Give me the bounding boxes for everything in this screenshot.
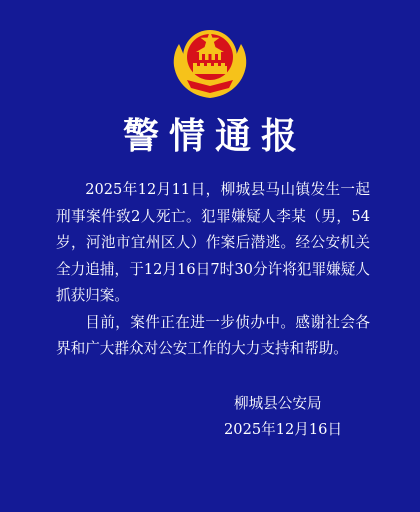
notice-title: 警情通报 xyxy=(122,116,307,157)
notice-paragraph-progress: 目前，案件正在进一步侦办中。感谢社会各界和广大群众对公安工作的大力支持和帮助。 xyxy=(56,313,370,357)
issuer-name: 柳城县公安局 xyxy=(234,395,322,412)
police-emblem-icon xyxy=(169,22,251,102)
issue-date: 2025年12月16日 xyxy=(224,421,343,438)
notice-body xyxy=(56,177,370,363)
notice-signature xyxy=(224,391,374,443)
notice-paragraph-incident: 2025年12月11日，柳城县马山镇发生一起刑事案件致2人死亡。犯罪嫌疑人李某（男，54岁，河池市宜州区人）作案后潜逃。经公安机关全力追捕，于12月16日7时30分许将犯罪嫌疑人抓获归案。 xyxy=(56,181,370,304)
